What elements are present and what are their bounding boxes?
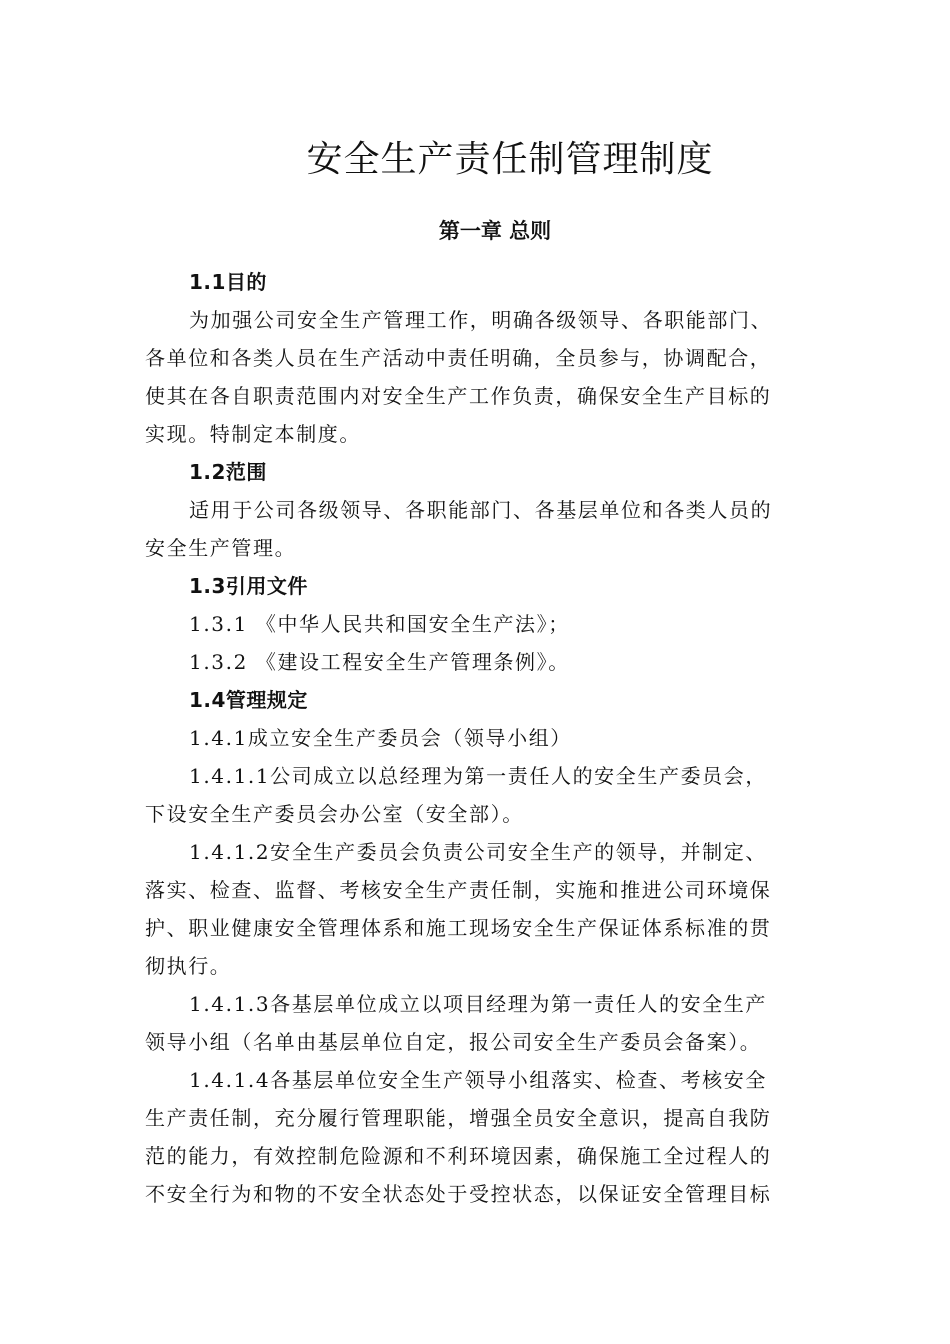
paragraph-line: 安全生产管理。 bbox=[145, 536, 297, 560]
paragraph-line: 实现。特制定本制度。 bbox=[145, 422, 361, 446]
paragraph-line: 为加强公司安全生产管理工作，明确各级领导、各职能部门、 bbox=[189, 308, 773, 332]
subsection-heading: 1.4.1成立安全生产委员会（领导小组） bbox=[189, 726, 572, 750]
document-title: 安全生产责任制管理制度 bbox=[306, 139, 714, 180]
paragraph-line: 护、职业健康安全管理体系和施工现场安全生产保证体系标准的贯 bbox=[145, 916, 772, 940]
paragraph-line: 1.4.1.3各基层单位成立以项目经理为第一责任人的安全生产 bbox=[189, 992, 767, 1016]
section-heading-purpose: 1.1目的 bbox=[189, 270, 267, 294]
chapter-title: 第一章 总则 bbox=[438, 219, 552, 243]
paragraph-line: 适用于公司各级领导、各职能部门、各基层单位和各类人员的 bbox=[189, 498, 773, 522]
paragraph-line: 领导小组（名单由基层单位自定，报公司安全生产委员会备案）。 bbox=[145, 1030, 762, 1054]
paragraph-line: 范的能力，有效控制危险源和不利环境因素，确保施工全过程人的 bbox=[145, 1144, 772, 1168]
paragraph-line: 下设安全生产委员会办公室（安全部）。 bbox=[145, 802, 524, 826]
paragraph-line: 1.4.1.1公司成立以总经理为第一责任人的安全生产委员会， bbox=[189, 764, 767, 788]
document-body bbox=[145, 263, 807, 1213]
paragraph-line: 生产责任制，充分履行管理职能，增强全员安全意识，提高自我防 bbox=[145, 1106, 772, 1130]
paragraph-line: 落实、检查、监督、考核安全生产责任制，实施和推进公司环境保 bbox=[145, 878, 772, 902]
paragraph-line: 各单位和各类人员在生产活动中责任明确，全员参与，协调配合， bbox=[145, 346, 772, 370]
section-heading-references: 1.3引用文件 bbox=[189, 574, 308, 598]
reference-item: 1.3.2 《建设工程安全生产管理条例》。 bbox=[189, 650, 570, 674]
section-heading-scope: 1.2范围 bbox=[189, 460, 267, 484]
paragraph-line: 1.4.1.2安全生产委员会负责公司安全生产的领导，并制定、 bbox=[189, 840, 767, 864]
section-heading-management: 1.4管理规定 bbox=[189, 688, 308, 712]
paragraph-line: 不安全行为和物的不安全状态处于受控状态，以保证安全管理目标 bbox=[145, 1182, 772, 1206]
paragraph-line: 使其在各自职责范围内对安全生产工作负责，确保安全生产目标的 bbox=[145, 384, 772, 408]
paragraph-line: 1.4.1.4各基层单位安全生产领导小组落实、检查、考核安全 bbox=[189, 1068, 767, 1092]
paragraph-line: 彻执行。 bbox=[145, 954, 232, 978]
reference-item: 1.3.1 《中华人民共和国安全生产法》； bbox=[189, 612, 570, 636]
